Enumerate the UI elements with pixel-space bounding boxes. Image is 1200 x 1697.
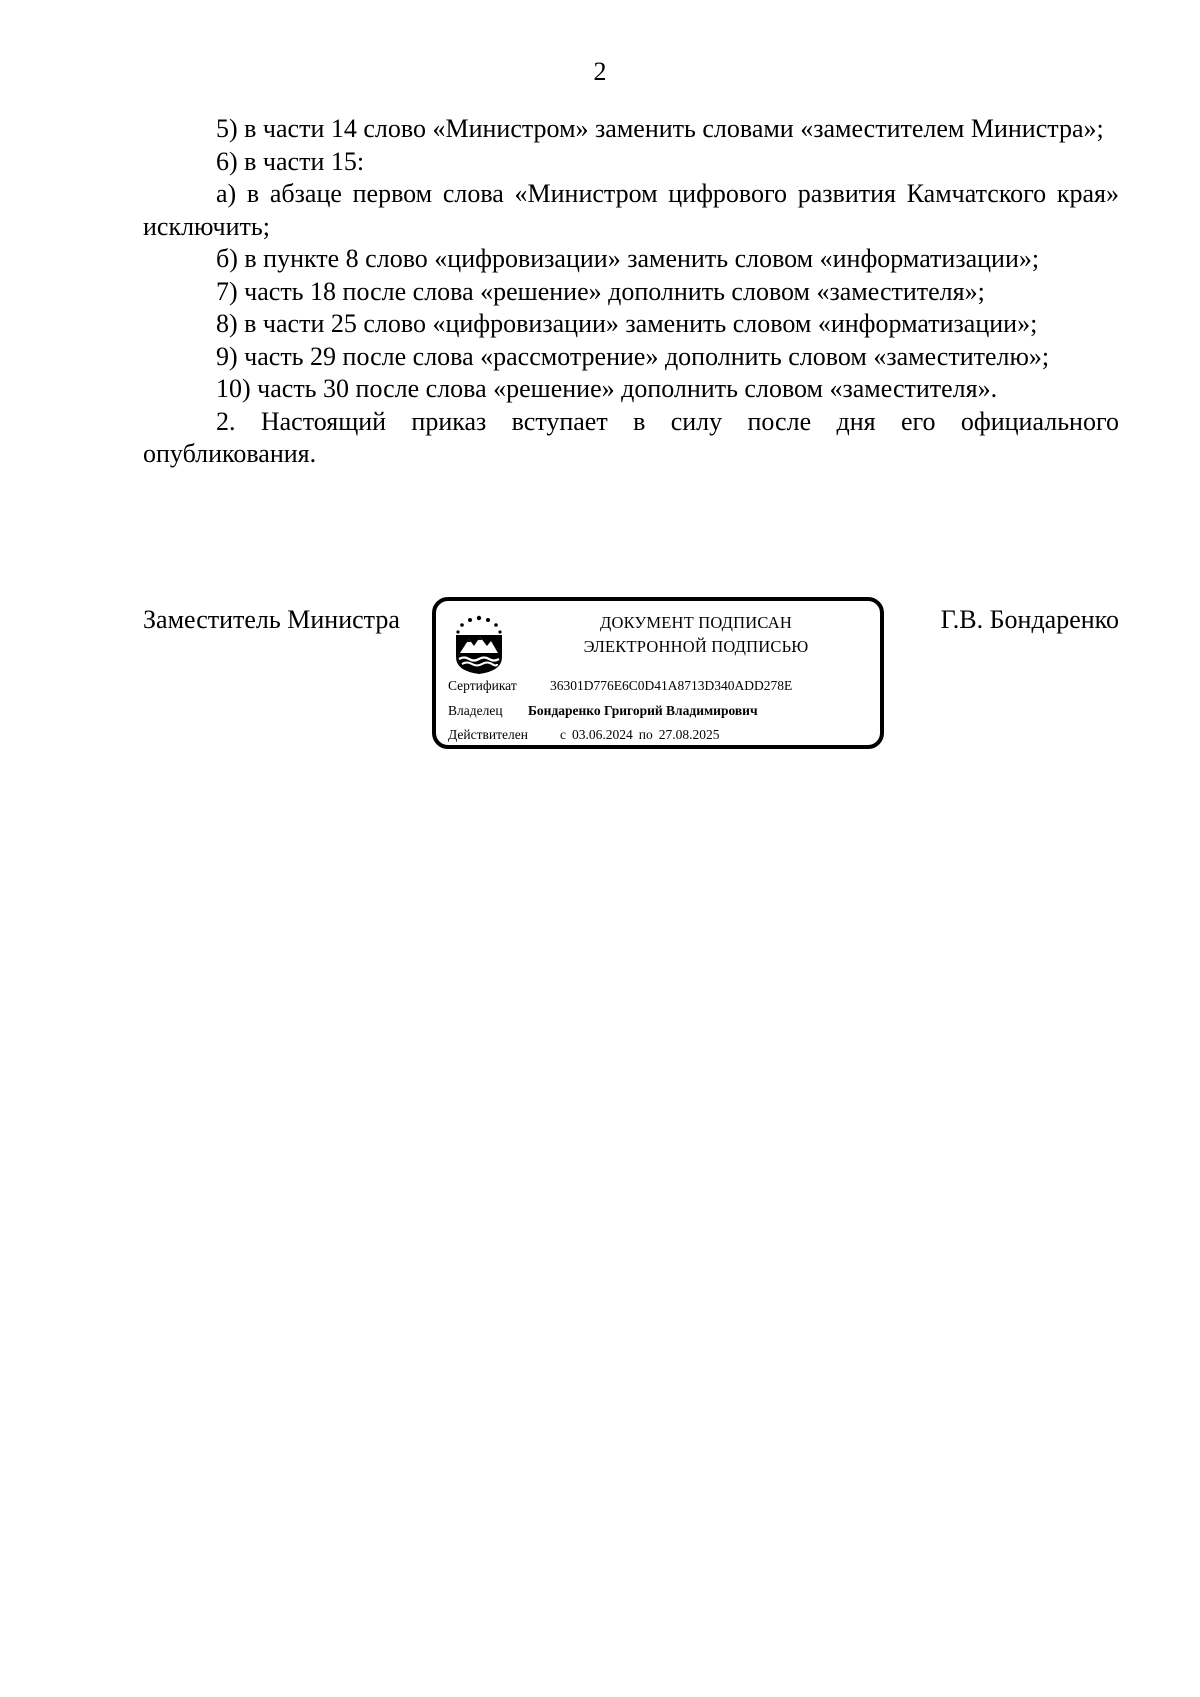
- certificate-value: 36301D776E6C0D41A8713D340ADD278E: [550, 678, 793, 693]
- valid-from-prefix: с: [560, 727, 566, 742]
- paragraph-item-7: 7) часть 18 после слова «решение» дополнить словом «заместителя»;: [216, 276, 985, 306]
- stamp-owner-row: [448, 702, 758, 720]
- stamp-title-line-2: ЭЛЕКТРОННОЙ ПОДПИСЬЮ: [583, 637, 809, 656]
- kamchatka-coat-of-arms-icon: [450, 613, 508, 675]
- valid-from-date: 03.06.2024: [572, 727, 633, 742]
- paragraph-item-10: 10) часть 30 после слова «решение» дополнить словом «заместителя».: [216, 374, 998, 403]
- page-number: 2: [593, 57, 607, 86]
- owner-value: Бондаренко Григорий Владимирович: [528, 703, 758, 718]
- paragraph-item-6: 6) в части 15:: [216, 146, 365, 176]
- signatory-position: Заместитель Министра: [143, 605, 400, 634]
- valid-to-date: 27.08.2025: [658, 727, 720, 742]
- signatory-name: Г.В. Бондаренко: [940, 605, 1119, 634]
- stamp-certificate-row: [448, 677, 792, 695]
- stamp-title-line-1: ДОКУМЕНТ ПОДПИСАН: [600, 613, 792, 632]
- paragraph-subitem-a: а) в абзаце первом слова «Министром цифрового развития Камчатского края» исключить;: [143, 179, 1119, 241]
- paragraph-subitem-b: б) в пункте 8 слово «цифровизации» заменить словом «информатизации»;: [216, 244, 1040, 273]
- owner-label: Владелец: [448, 703, 503, 718]
- document-body: [143, 113, 1119, 471]
- certificate-label: Сертификат: [448, 678, 517, 693]
- valid-to-prefix: по: [638, 727, 653, 742]
- stamp-title: [536, 611, 856, 659]
- stamp-validity-row: [448, 726, 719, 744]
- paragraph-clause-2: 2. Настоящий приказ вступает в силу после дня его официального опубликования.: [143, 406, 1119, 468]
- electronic-signature-stamp: [432, 597, 884, 749]
- signature-block: [143, 604, 1119, 764]
- paragraph-item-5: 5) в части 14 слово «Министром» заменить словами «заместителем Министра»;: [216, 114, 1104, 143]
- valid-label: Действителен: [448, 727, 528, 742]
- paragraph-item-9: 9) часть 29 после слова «рассмотрение» дополнить словом «заместителю»;: [216, 341, 1050, 371]
- paragraph-item-8: 8) в части 25 слово «цифровизации» заменить словом «информатизации»;: [216, 309, 1038, 338]
